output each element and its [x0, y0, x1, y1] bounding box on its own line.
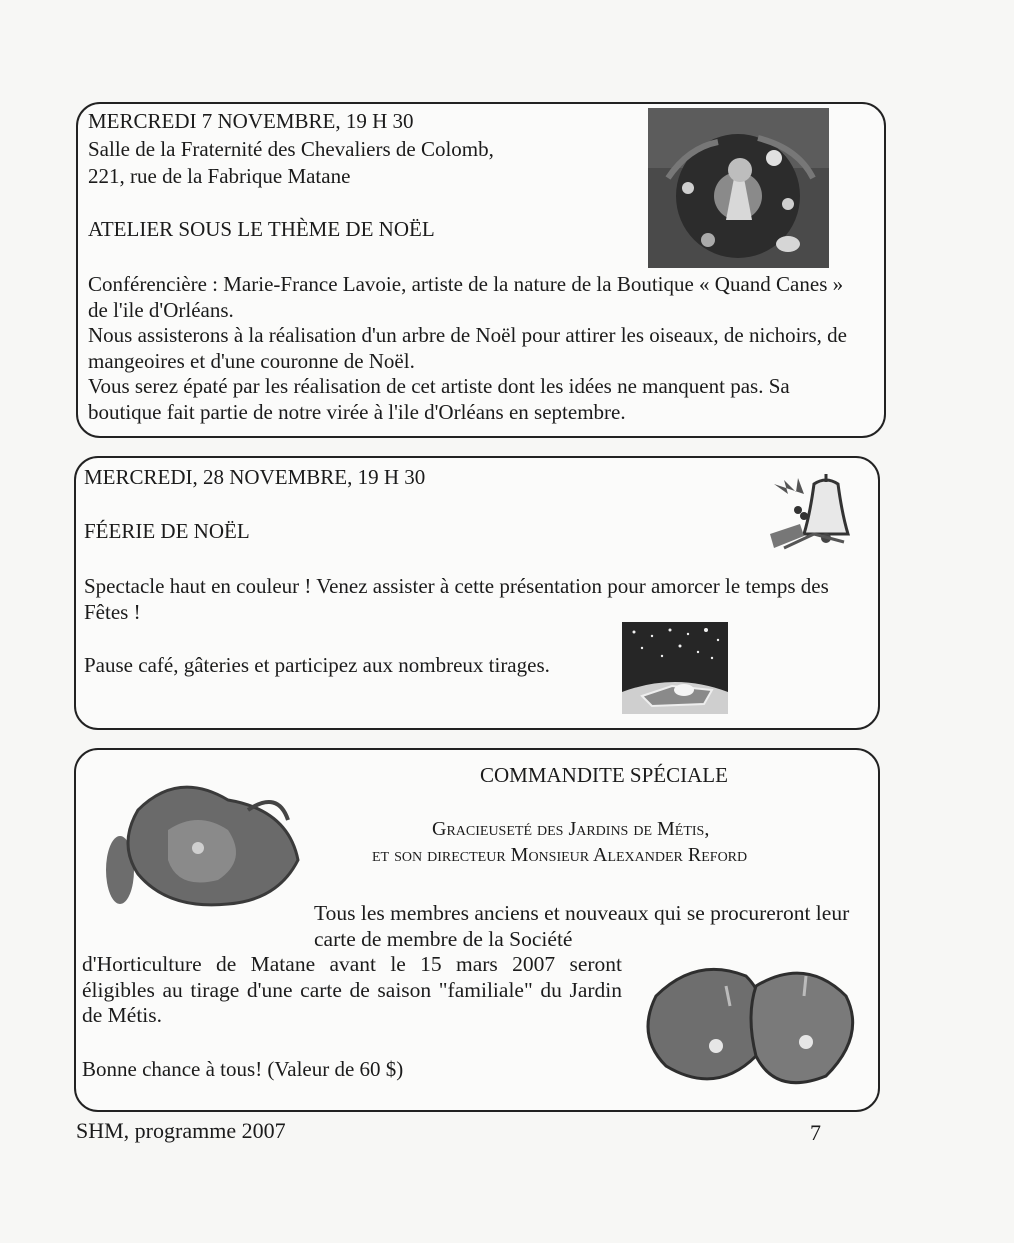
- event2-show: Spectacle haut en couleur ! Venez assister à cette présentation pour amorcer le temps des Fêtes !: [84, 574, 829, 624]
- flower-photo-right: [646, 946, 858, 1096]
- sponsor-body-rest: d'Horticulture de Matane avant le 15 mars 2007 seront éligibles au tirage d'une carte de saison "familiale" du Jardin de Métis.: [82, 952, 622, 1027]
- sponsor-body-line2: carte de membre de la Société: [314, 927, 573, 951]
- event1-venue: Salle de la Fraternité des Chevaliers de Colomb,: [88, 137, 494, 161]
- sponsor-heading: COMMANDITE SPÉCIALE: [480, 763, 728, 787]
- event1-speaker: Conférencière : Marie-France Lavoie, artiste de la nature de la Boutique « Quand Canes » de l'ile d'Orléans.: [88, 272, 844, 322]
- event2-date: MERCREDI, 28 NOVEMBRE, 19 H 30: [84, 465, 426, 489]
- event1-date: MERCREDI 7 NOVEMBRE, 19 H 30: [88, 109, 414, 133]
- footer-page-number: 7: [810, 1120, 821, 1145]
- event1-activities: Nous assisterons à la réalisation d'un arbre de Noël pour attirer les oiseaux, de nichoirs, de mangeoires et d'une couronne de Noël.: [88, 323, 847, 373]
- sponsor-closing: Bonne chance à tous! (Valeur de 60 $): [82, 1057, 404, 1081]
- nativity-scene-image: [622, 622, 728, 714]
- event1-description: Vous serez épaté par les réalisation de cet artiste dont les idées ne manquent pas. Sa boutique fait partie de notre virée à l'ile d'Orléans en septembre.: [88, 374, 790, 424]
- event2-title: FÉERIE DE NOËL: [84, 519, 250, 543]
- sponsor-body-line1: Tous les membres anciens et nouveaux qui se procureront leur: [314, 901, 850, 925]
- bell-holly-icon: [770, 470, 864, 556]
- event1-address: 221, rue de la Fabrique Matane: [88, 164, 351, 188]
- wreath-photo: [648, 108, 829, 268]
- sponsor-credit-1: Gracieuseté des Jardins de Métis,: [432, 818, 710, 840]
- flower-photo-left: [98, 770, 302, 916]
- event2-pause: Pause café, gâteries et participez aux nombreux tirages.: [84, 653, 550, 677]
- event1-body: [88, 272, 848, 425]
- footer-publication: SHM, programme 2007: [76, 1118, 286, 1143]
- sponsor-credit-2: et son directeur Monsieur Alexander Reford: [372, 844, 748, 866]
- event1-title: ATELIER SOUS LE THÈME DE NOËL: [88, 217, 435, 241]
